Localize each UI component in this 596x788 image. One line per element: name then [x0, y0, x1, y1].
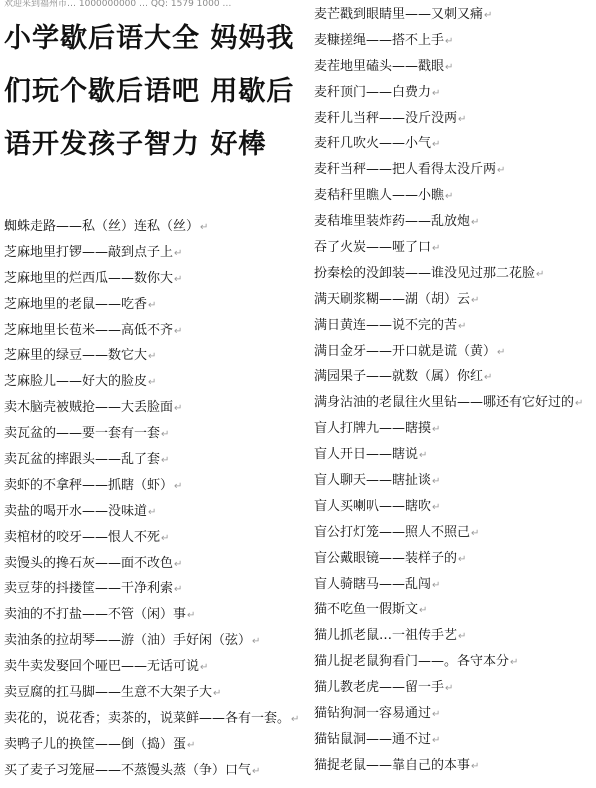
proverb-text: 满园果子——就数（属）你红: [314, 369, 484, 385]
proverb-entry: [314, 548, 596, 574]
proverb-entry: [4, 345, 304, 371]
paragraph-mark-icon: ↵: [174, 273, 183, 285]
paragraph-mark-icon: ↵: [432, 709, 441, 721]
paragraph-mark-icon: ↵: [432, 243, 441, 255]
paragraph-mark-icon: ↵: [445, 61, 454, 73]
paragraph-mark-icon: ↵: [458, 553, 467, 565]
proverb-text: 卖花的，说花香；卖茶的，说菜鲜——各有一套。: [4, 710, 291, 726]
proverb-text: 卖牛卖发娶回个哑巴——无话可说: [4, 659, 200, 675]
proverb-entry: [314, 392, 596, 418]
proverb-text: 猫捉老鼠——靠自己的本事: [314, 757, 471, 773]
paragraph-mark-icon: ↵: [432, 501, 441, 513]
paragraph-mark-icon: ↵: [200, 222, 209, 233]
proverb-text: 猫儿捉老鼠狗看门——。各守本分: [314, 654, 510, 670]
paragraph-mark-icon: ↵: [432, 579, 441, 591]
proverb-entry: [314, 703, 596, 729]
proverb-entry: [4, 630, 304, 656]
proverb-entry: [4, 760, 304, 786]
proverb-entry: [314, 56, 596, 82]
paragraph-mark-icon: ↵: [484, 10, 493, 21]
proverb-text: 卖豆芽的抖搂筐——干净利索: [4, 581, 174, 597]
proverb-text: 芝麻脸儿——好大的脸皮: [4, 374, 148, 390]
paragraph-mark-icon: ↵: [174, 403, 183, 415]
proverb-text: 吞了火炭——哑了口: [314, 240, 432, 256]
proverb-entry: [314, 289, 596, 315]
proverb-entry: [4, 397, 304, 423]
proverb-text: 扮秦桧的没卸装——谁没见过那二花脸: [314, 265, 536, 281]
proverb-text: 卖虾的不拿秤——抓瞎（虾）: [4, 477, 174, 493]
paragraph-mark-icon: ↵: [445, 683, 454, 695]
proverb-entry: [4, 423, 304, 449]
proverb-text: 猫钻狗洞一容易通过: [314, 706, 432, 722]
paragraph-mark-icon: ↵: [432, 424, 441, 436]
proverb-entry: [314, 470, 596, 496]
paragraph-mark-icon: ↵: [471, 760, 480, 772]
proverb-text: 麦秆儿当秤——没斤没两: [314, 110, 458, 126]
proverb-entry: [314, 599, 596, 625]
proverb-text: 卖盐的喝开水——没味道: [4, 503, 148, 519]
proverb-text: 芝麻地里打锣——敲到点子上: [4, 244, 174, 260]
proverb-entry: [314, 108, 596, 134]
proverb-text: 买了麦子习笼屉——不蒸馒头蒸（争）口气: [4, 762, 252, 778]
proverb-text: 满身沾油的老鼠往火里钻——哪还有它好过的: [314, 395, 575, 411]
paragraph-mark-icon: ↵: [161, 429, 170, 441]
proverb-entry: [314, 522, 596, 548]
paragraph-mark-icon: ↵: [174, 584, 183, 596]
proverb-text: 芝麻里的绿豆——数它大: [4, 348, 148, 364]
paragraph-mark-icon: ↵: [148, 299, 157, 311]
proverb-text: 芝麻地里的老鼠——吃香: [4, 296, 148, 312]
paragraph-mark-icon: ↵: [458, 113, 467, 125]
paragraph-mark-icon: ↵: [445, 191, 454, 203]
proverb-text: 满天刷浆糊——湖（胡）云: [314, 291, 471, 307]
proverb-text: 卖瓦盆的摔跟头——乱了套: [4, 452, 161, 468]
paragraph-mark-icon: ↵: [458, 631, 467, 643]
proverb-text: 盲人聊天——瞎扯谈: [314, 473, 432, 489]
proverb-text: 蜘蛛走路——私（丝）连私（丝）: [4, 219, 200, 234]
proverb-entry: [314, 729, 596, 755]
paragraph-mark-icon: ↵: [471, 527, 480, 539]
proverb-text: 猫儿抓老鼠…一祖传手艺: [314, 628, 458, 644]
proverb-entry: [314, 677, 596, 703]
proverb-text: 麦秆当秤——把人看得太没斤两: [314, 162, 497, 178]
proverb-entry: [314, 651, 596, 677]
proverb-entry: [4, 553, 304, 579]
left-column: [4, 216, 304, 786]
paragraph-mark-icon: ↵: [471, 294, 480, 306]
paragraph-mark-icon: ↵: [471, 217, 480, 229]
paragraph-mark-icon: ↵: [484, 372, 493, 384]
proverb-entry: [314, 4, 596, 30]
paragraph-mark-icon: ↵: [252, 765, 261, 777]
paragraph-mark-icon: ↵: [536, 268, 545, 280]
proverb-entry: [4, 268, 304, 294]
paragraph-mark-icon: ↵: [174, 247, 183, 259]
proverb-entry: [314, 133, 596, 159]
proverb-entry: [4, 734, 304, 760]
proverb-text: 盲公戴眼镜——装样子的: [314, 550, 458, 566]
paragraph-mark-icon: ↵: [161, 532, 170, 544]
proverb-entry: [4, 604, 304, 630]
proverb-text: 麦芒戳到眼睛里——又刺又痛: [314, 7, 484, 22]
paragraph-mark-icon: ↵: [148, 506, 157, 518]
paragraph-mark-icon: ↵: [419, 605, 428, 617]
proverb-entry: [314, 496, 596, 522]
paragraph-mark-icon: ↵: [200, 662, 209, 674]
proverb-text: 卖木脑壳被贼抢——大丢脸面: [4, 400, 174, 416]
proverb-entry: [314, 185, 596, 211]
paragraph-mark-icon: ↵: [445, 35, 454, 47]
proverb-text: 麦茬地里磕头——戳眼: [314, 58, 445, 74]
proverb-entry: [314, 418, 596, 444]
proverb-text: 卖馒头的搀石灰——面不改色: [4, 555, 174, 571]
paragraph-mark-icon: ↵: [510, 657, 519, 669]
paragraph-mark-icon: ↵: [187, 739, 196, 751]
paragraph-mark-icon: ↵: [161, 455, 170, 467]
paragraph-mark-icon: ↵: [458, 320, 467, 332]
proverb-text: 麦秸堆里装炸药——乱放炮: [314, 214, 471, 230]
page-header-text: 欢迎来到福州市… 1000000000 … QQ: 1579 1000 …: [4, 0, 232, 9]
proverb-entry: [314, 366, 596, 392]
paragraph-mark-icon: ↵: [174, 325, 183, 337]
proverb-text: 盲人买喇叭——瞎吹: [314, 498, 432, 514]
right-column: [314, 4, 596, 781]
proverb-entry: [4, 242, 304, 268]
paragraph-mark-icon: ↵: [432, 139, 441, 151]
paragraph-mark-icon: ↵: [174, 558, 183, 570]
proverb-text: 猫不吃鱼一假斯文: [314, 602, 419, 618]
proverb-entry: [314, 444, 596, 470]
proverb-entry: [314, 30, 596, 56]
proverb-text: 卖棺材的咬牙——恨人不死: [4, 529, 161, 545]
proverb-text: 盲人骑瞎马——乱闯: [314, 576, 432, 592]
proverb-text: 卖油条的拉胡琴——游（油）手好闲（弦）: [4, 633, 252, 649]
proverb-entry: [314, 211, 596, 237]
paragraph-mark-icon: ↵: [432, 734, 441, 746]
page-title: 小学歇后语大全 妈妈我们玩个歇后语吧 用歇后语开发孩子智力 好棒: [4, 23, 295, 160]
proverb-text: 麦糠搓绳——搭不上手: [314, 32, 445, 48]
proverb-entry: [4, 682, 304, 708]
proverb-entry: [4, 449, 304, 475]
proverb-entry: [314, 755, 596, 781]
proverb-entry: [4, 527, 304, 553]
proverb-entry: [4, 708, 304, 734]
proverb-entry: [4, 656, 304, 682]
proverb-entry: [4, 216, 304, 242]
proverb-entry: [4, 294, 304, 320]
proverb-text: 盲公打灯笼——照人不照己: [314, 524, 471, 540]
proverb-entry: [314, 574, 596, 600]
proverb-entry: [4, 320, 304, 346]
paragraph-mark-icon: ↵: [432, 476, 441, 488]
paragraph-mark-icon: ↵: [497, 346, 506, 358]
proverb-text: 芝麻地里的烂西瓜——数你大: [4, 270, 174, 286]
proverb-entry: [4, 501, 304, 527]
proverb-text: 芝麻地里长苞米——高低不齐: [4, 322, 174, 338]
proverb-entry: [314, 263, 596, 289]
paragraph-mark-icon: ↵: [575, 398, 584, 410]
proverb-text: 卖油的不打盐——不管（闲）事: [4, 607, 187, 623]
paragraph-mark-icon: ↵: [291, 713, 300, 725]
paragraph-mark-icon: ↵: [432, 87, 441, 99]
proverb-text: 盲人打牌九——瞎摸: [314, 421, 432, 437]
proverb-text: 卖豆腐的扛马脚——生意不大架子大: [4, 685, 213, 701]
proverb-entry: [4, 371, 304, 397]
proverb-entry: [314, 315, 596, 341]
proverb-entry: [314, 82, 596, 108]
proverb-entry: [314, 237, 596, 263]
proverb-entry: [4, 475, 304, 501]
paragraph-mark-icon: ↵: [174, 480, 183, 492]
paragraph-mark-icon: ↵: [187, 610, 196, 622]
proverb-text: 盲人开日——瞎说: [314, 447, 419, 463]
proverb-text: 满日黄连——说不完的苦: [314, 317, 458, 333]
proverb-text: 猫儿教老虎——留一手: [314, 680, 445, 696]
paragraph-mark-icon: ↵: [148, 377, 157, 389]
paragraph-mark-icon: ↵: [419, 450, 428, 462]
proverb-text: 卖瓦盆的——要一套有一套: [4, 426, 161, 442]
paragraph-mark-icon: ↵: [213, 688, 222, 700]
paragraph-mark-icon: ↵: [252, 636, 261, 648]
proverb-text: 麦秸秆里瞧人——小瞧: [314, 188, 445, 204]
proverb-entry: [314, 159, 596, 185]
proverb-text: 猫钻鼠洞——通不过: [314, 731, 432, 747]
paragraph-mark-icon: ↵: [497, 165, 506, 177]
proverb-entry: [4, 578, 304, 604]
proverb-text: 卖鸭子儿的换筐——倒（捣）蛋: [4, 736, 187, 752]
proverb-text: 麦秆顶门——白费力: [314, 84, 432, 100]
proverb-entry: [314, 341, 596, 367]
proverb-text: 满日金牙——开口就是谎（黄）: [314, 343, 497, 359]
proverb-entry: [314, 625, 596, 651]
paragraph-mark-icon: ↵: [148, 351, 157, 363]
proverb-text: 麦秆几吹火——小气: [314, 136, 432, 152]
